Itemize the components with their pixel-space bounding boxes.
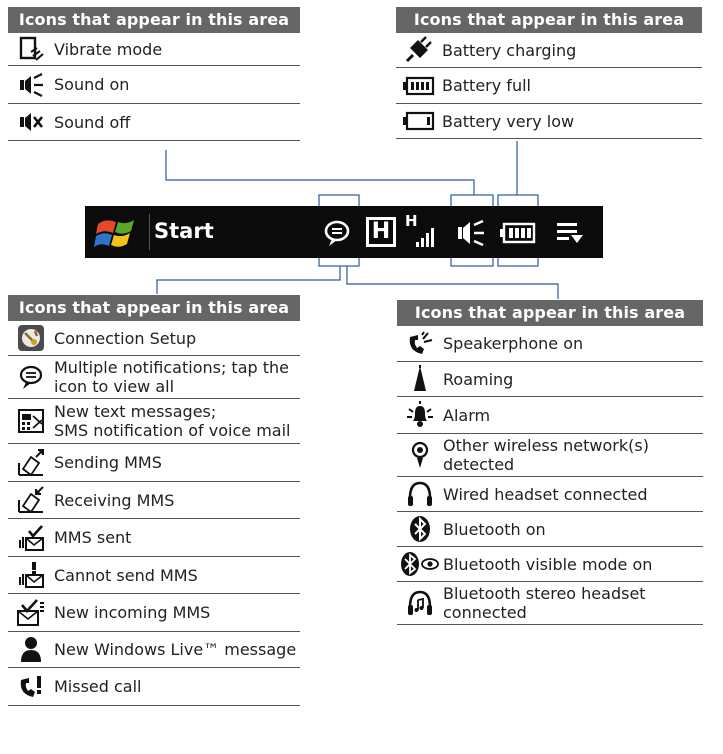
description-line: connected [443, 603, 527, 622]
multiple-notifications-taskbar-icon[interactable] [322, 218, 352, 248]
description-line: Sound on [54, 75, 130, 94]
description-line: Sound off [54, 112, 131, 132]
description-line: Missed call [54, 677, 142, 696]
table-heading: Icons that appear in this area [397, 300, 703, 326]
description-line: Other wireless network(s) [443, 436, 649, 455]
menu-icon[interactable] [556, 221, 586, 245]
description-line: Multiple notifications; tap the [54, 358, 290, 377]
description-line: MMS sent [54, 528, 132, 547]
description-line: Battery full [442, 76, 531, 95]
table-heading: Icons that appear in this area [8, 7, 300, 33]
description-line: detected [443, 455, 515, 474]
description-line: Battery charging [442, 40, 577, 60]
description-line: Wired headset connected [443, 484, 648, 504]
table-heading: Icons that appear in this area [396, 7, 702, 33]
description-line: SMS notification of voice mail [54, 421, 291, 440]
description-line: Speakerphone on [443, 334, 584, 353]
sound-on-taskbar-icon[interactable] [456, 219, 486, 247]
description-line: New text messages; [54, 402, 217, 421]
description-line: Sending MMS [54, 453, 162, 472]
description-line: Cannot send MMS [54, 565, 198, 585]
description-line: Battery very low [442, 111, 575, 131]
description-line: New incoming MMS [54, 603, 211, 622]
table-heading: Icons that appear in this area [8, 295, 300, 321]
description-line: Receiving MMS [54, 490, 175, 510]
signal-strength-icon[interactable] [415, 226, 437, 248]
description-line: Connection Setup [54, 328, 197, 348]
description-line: icon to view all [54, 377, 175, 396]
description-line: Alarm [443, 405, 491, 425]
start-button[interactable]: Start [154, 219, 214, 243]
description-line: Vibrate mode [54, 39, 163, 59]
taskbar [85, 206, 603, 258]
signal-type-letter: H [405, 212, 418, 230]
network-hsdpa-icon [366, 217, 396, 247]
battery-full-taskbar-icon[interactable] [500, 221, 536, 245]
description-line: Bluetooth stereo headset [443, 584, 646, 603]
windows-logo-icon[interactable] [94, 214, 142, 252]
description-line: Roaming [443, 369, 514, 389]
description-line: Bluetooth visible mode on [443, 554, 653, 574]
network-letter: H [369, 220, 393, 244]
description-line: New Windows Live™ message [54, 640, 297, 659]
description-line: Bluetooth on [443, 519, 546, 539]
divider [149, 214, 150, 250]
